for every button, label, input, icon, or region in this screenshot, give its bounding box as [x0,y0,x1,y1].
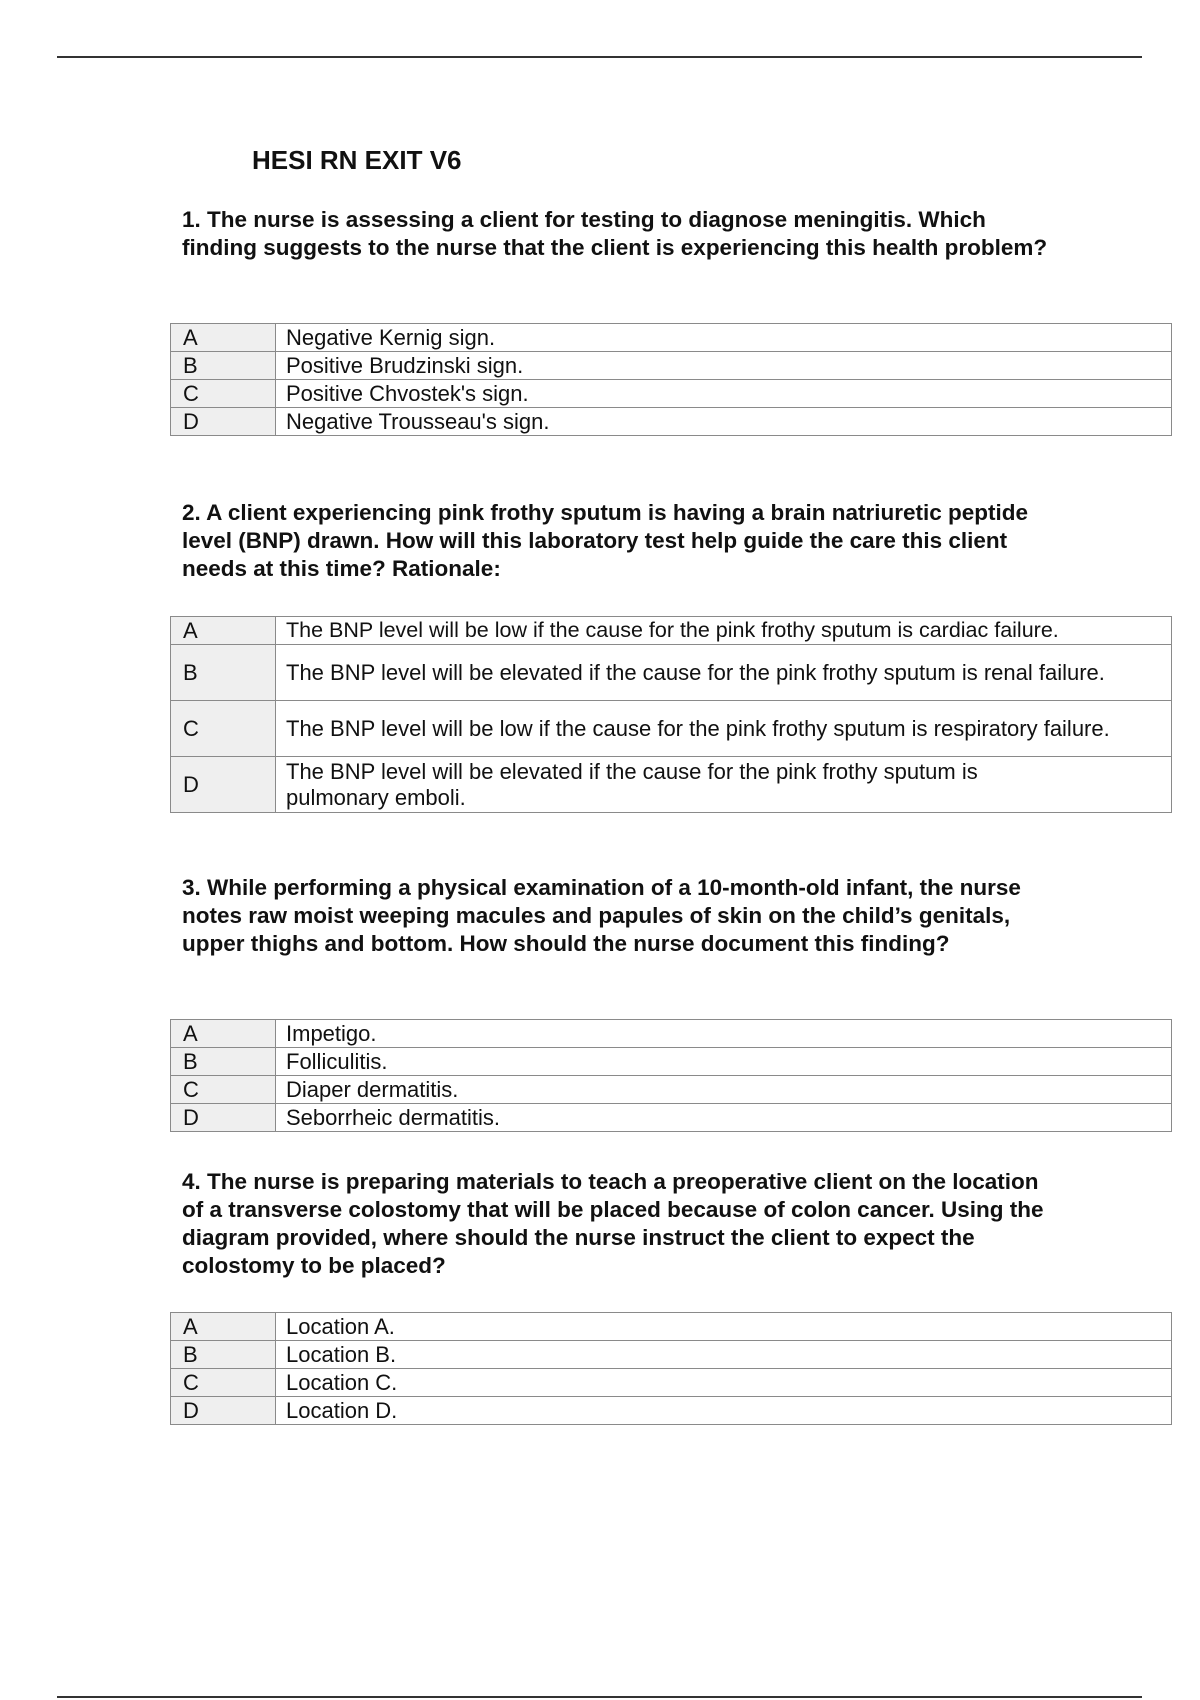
option-row[interactable] [171,1104,1172,1132]
option-text: Negative Kernig sign. [276,324,1172,352]
option-row[interactable] [171,324,1172,352]
option-letter: C [171,1369,276,1397]
footer-rule [57,1696,1142,1698]
option-letter: A [171,324,276,352]
option-letter: A [171,617,276,645]
question-4-options [170,1312,1172,1425]
option-row[interactable] [171,617,1172,645]
option-letter: C [171,701,276,757]
option-row[interactable] [171,380,1172,408]
option-text: The BNP level will be elevated if the cause for the pink frothy sputum is pulmonary emboli. [276,757,1172,813]
option-letter: D [171,1104,276,1132]
option-letter: B [171,352,276,380]
option-row[interactable] [171,1341,1172,1369]
option-row[interactable] [171,757,1172,813]
option-text: Location C. [276,1369,1172,1397]
option-row[interactable] [171,1397,1172,1425]
option-letter: C [171,1076,276,1104]
question-3-text: 3. While performing a physical examination of a 10-month-old infant, the nurse notes raw moist weeping macules and papules of skin on the child’s genitals, upper thighs and bottom. How should the nurse document this finding? [182,875,1021,956]
question-2-options [170,616,1172,813]
question-1-options [170,323,1172,436]
option-row[interactable] [171,1048,1172,1076]
option-text: Impetigo. [276,1020,1172,1048]
option-text: Negative Trousseau's sign. [276,408,1172,436]
question-2-text: 2. A client experiencing pink frothy sputum is having a brain natriuretic peptide level (BNP) drawn. How will this laboratory test help guide the care this client needs at this time? Rationale: [182,500,1028,581]
option-letter: D [171,408,276,436]
header-rule [57,56,1142,58]
option-text: Seborrheic dermatitis. [276,1104,1172,1132]
option-text: Positive Chvostek's sign. [276,380,1172,408]
option-text: Diaper dermatitis. [276,1076,1172,1104]
option-text: Location B. [276,1341,1172,1369]
option-letter: D [171,757,276,813]
option-text: The BNP level will be low if the cause for the pink frothy sputum is respiratory failure. [276,701,1172,757]
option-letter: A [171,1313,276,1341]
option-row[interactable] [171,1369,1172,1397]
option-letter: C [171,380,276,408]
question-3-options [170,1019,1172,1132]
option-row[interactable] [171,701,1172,757]
option-row[interactable] [171,1020,1172,1048]
option-letter: B [171,645,276,701]
option-row[interactable] [171,408,1172,436]
option-letter: B [171,1341,276,1369]
option-letter: D [171,1397,276,1425]
document-title: HESI RN EXIT V6 [252,145,462,175]
option-letter: B [171,1048,276,1076]
option-text: The BNP level will be low if the cause for the pink frothy sputum is cardiac failure. [276,617,1172,645]
option-text: Positive Brudzinski sign. [276,352,1172,380]
option-text: The BNP level will be elevated if the cause for the pink frothy sputum is renal failure. [276,645,1172,701]
option-text: Location D. [276,1397,1172,1425]
option-row[interactable] [171,352,1172,380]
option-row[interactable] [171,1313,1172,1341]
question-1-text: 1. The nurse is assessing a client for testing to diagnose meningitis. Which finding suggests to the nurse that the client is experiencing this health problem? [182,207,1048,260]
option-letter: A [171,1020,276,1048]
option-row[interactable] [171,1076,1172,1104]
option-text: Location A. [276,1313,1172,1341]
question-4-text: 4. The nurse is preparing materials to teach a preoperative client on the location of a transverse colostomy that will be placed because of colon cancer. Using the diagram provided, where should the nurse instruct the client to expect the colostomy to be placed? [182,1169,1044,1278]
option-row[interactable] [171,645,1172,701]
option-text: Folliculitis. [276,1048,1172,1076]
